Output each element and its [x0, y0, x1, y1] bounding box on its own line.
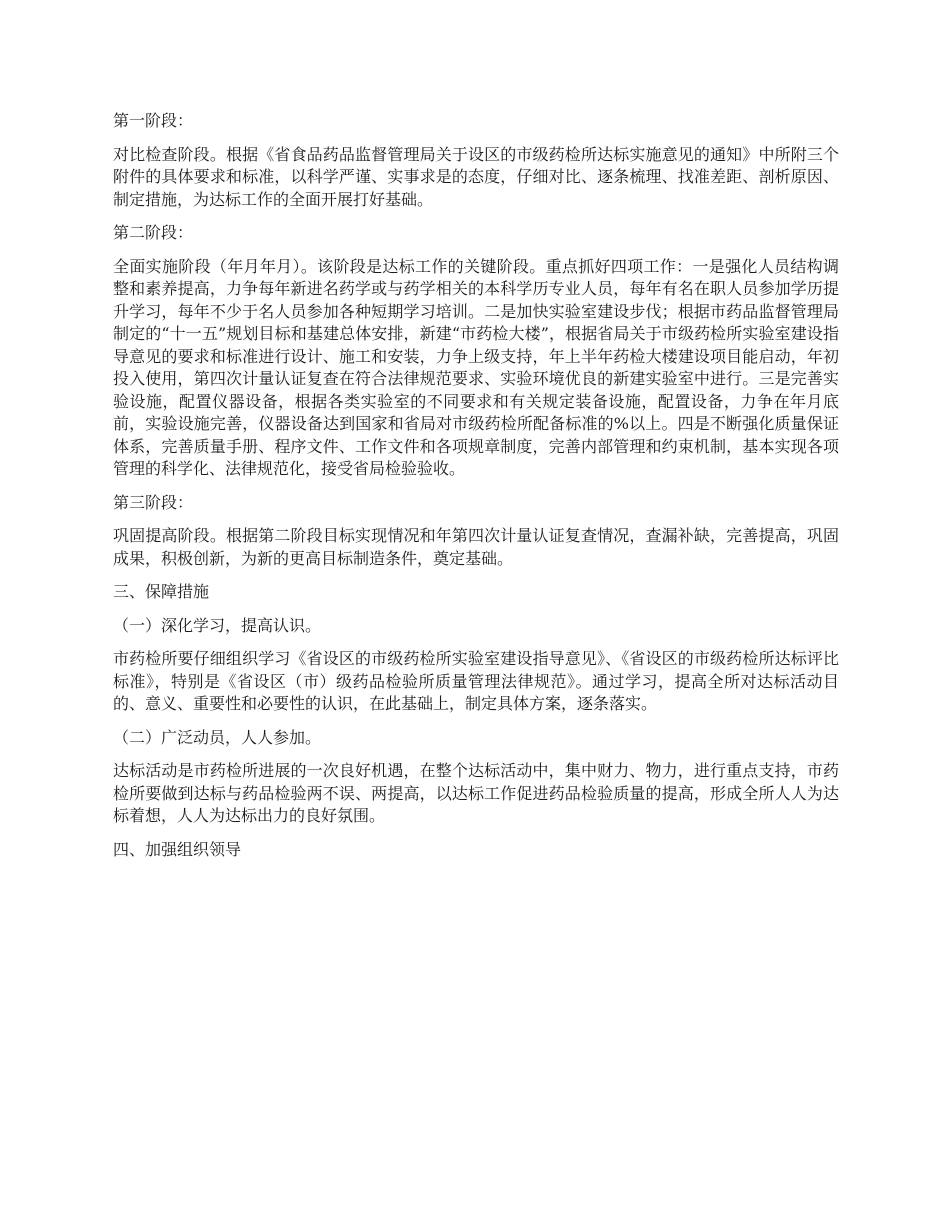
subsection-two-paragraph: 达标活动是市药检所进展的一次良好机遇，在整个达标活动中，集中财力、物力，进行重点支持，市药检所要做到达标与药品检验两不误、两提高，以达标工作促进药品检验质量的提高，形成全所人人为达标着想，人人为达标出力的良好氛围。: [113, 761, 839, 825]
subsection-two-heading: （二）广泛动员，人人参加。: [113, 727, 322, 747]
section-four-heading: 四、加强组织领导: [113, 839, 242, 859]
section-three-heading: 三、保障措施: [113, 582, 210, 601]
subsection-one-paragraph: 市药检所要仔细组织学习《省设区的市级药检所实验室建设指导意见》、《省设区的市级药检所达标评比标准》，特别是《省设区（市）级药品检验所质量管理法律规范》。通过学习，提高全所对达标活动目的、意义、重要性和必要性的认识，在此基础上，制定具体方案，逐条落实。: [113, 649, 839, 713]
document-body: [113, 110, 839, 872]
stage-two-paragraph: 全面实施阶段（年月年月）。该阶段是达标工作的关键阶段。重点抓好四项工作：一是强化人员结构调整和素养提高，力争每年新进名药学或与药学相关的本科学历专业人员，每年有名在职人员参加学历提升学习，每年不少于名人员参加各种短期学习培训。二是加快实验室建设步伐；根据市药品监督管理局制定的“十一五”规划目标和基建总体安排，新建“市药检大楼”，根据省局关于市级药检所实验室建设指导意见的要求和标准进行设计、施工和安装，力争上级支持，年上半年药检大楼建设项目能启动，年初投入使用，第四次计量认证复查在符合法律规范要求、实验环境优良的新建实验室中进行。三是完善实验设施，配置仪器设备，根据各类实验室的不同要求和有关规定装备设施，配置设备，力争在年月底前，实验设施完善，仪器设备达到国家和省局对市级药检所配备标准的%以上。四是不断强化质量保证体系，完善质量手册、程序文件、工作文件和各项规章制度，完善内部管理和约束机制，基本实现各项管理的科学化、法律规范化，接受省局检验验收。: [113, 256, 839, 478]
subsection-one-heading: （一）深化学习，提高认识。: [113, 615, 322, 635]
stage-one-heading: 第一阶段：: [113, 111, 194, 130]
stage-three-paragraph: 巩固提高阶段。根据第二阶段目标实现情况和年第四次计量认证复查情况，查漏补缺，完善提高，巩固成果，积极创新，为新的更高目标制造条件，奠定基础。: [113, 526, 839, 568]
stage-three-heading: 第三阶段：: [113, 492, 194, 512]
stage-one-paragraph: 对比检查阶段。根据《省食品药品监督管理局关于设区的市级药检所达标实施意见的通知》中所附三个附件的具体要求和标准，以科学严谨、实事求是的态度，仔细对比、逐条梳理、找准差距、剖析原因、制定措施，为达标工作的全面开展打好基础。: [113, 144, 839, 209]
stage-two-heading: 第二阶段：: [113, 223, 194, 242]
